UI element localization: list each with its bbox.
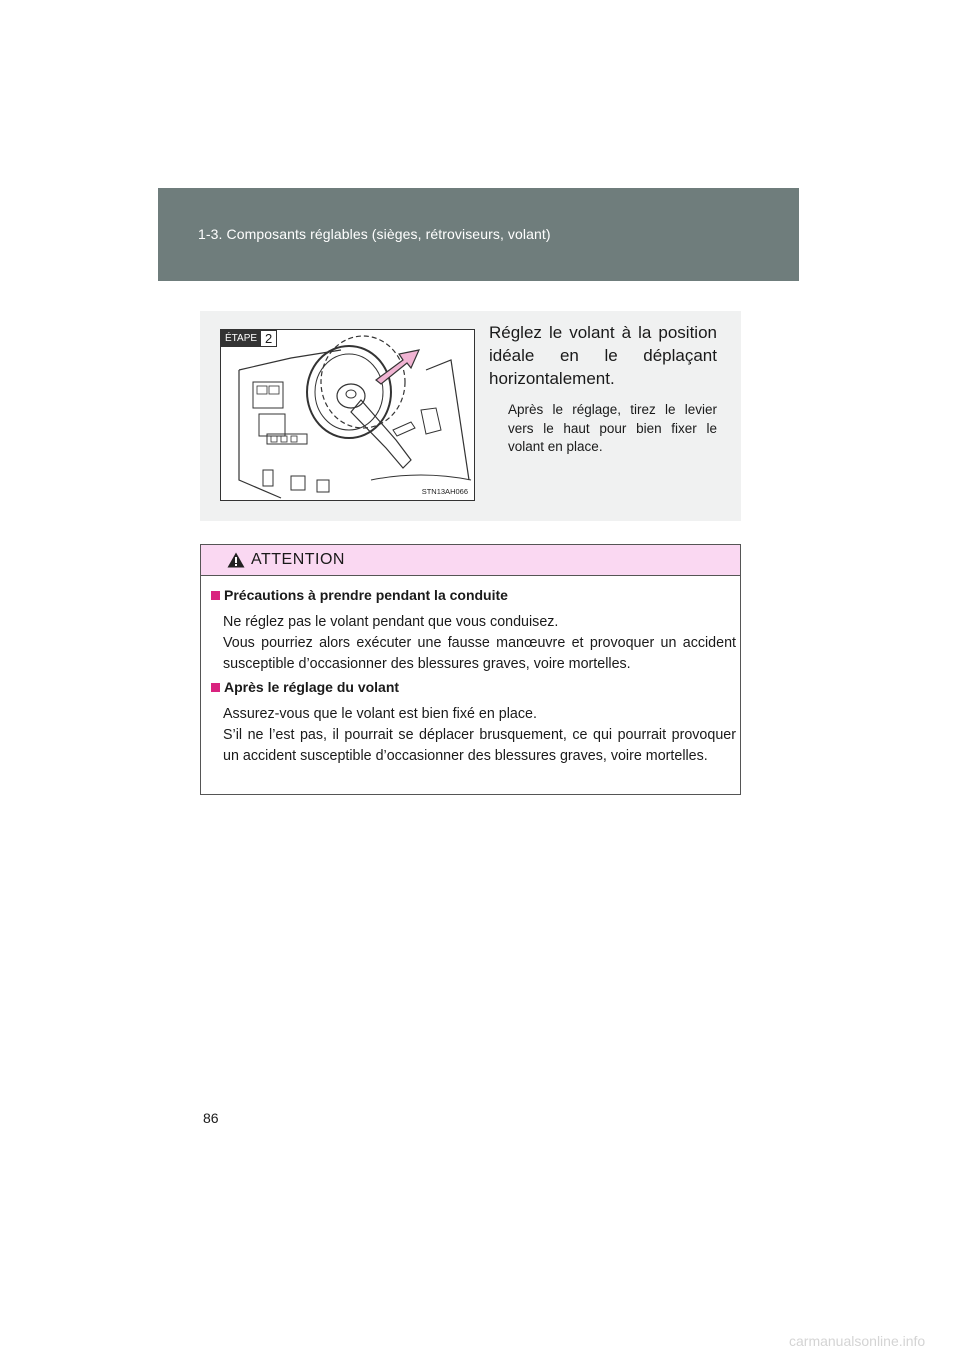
caution-section-heading — [211, 587, 508, 603]
caution-section-text — [223, 612, 736, 675]
paragraph: Assurez-vous que le volant est bien fixé en place. — [223, 706, 537, 722]
step-tag-number: 2 — [261, 330, 277, 347]
caution-box — [200, 544, 741, 795]
section-heading-text: Après le réglage du volant — [224, 679, 400, 695]
section-title: 1-3. Composants réglables (sièges, rétroviseurs, volant) — [198, 226, 551, 242]
steering-wheel-drawing — [221, 330, 475, 501]
caution-header — [201, 545, 740, 576]
warning-triangle-icon — [227, 552, 245, 568]
paragraph: Ne réglez pas le volant pendant que vous conduisez. — [223, 614, 559, 630]
figure-code: STN13AH066 — [421, 487, 468, 496]
page-number: 86 — [203, 1110, 219, 1126]
step-tag-label: ÉTAPE — [221, 330, 261, 347]
step-instruction: Réglez le volant à la position idéale en le déplaçant horizontalement. — [489, 323, 717, 388]
section-heading-text: Précautions à prendre pendant la conduite — [224, 587, 508, 603]
step-note: Après le réglage, tirez le levier vers le haut pour bien fixer le volant en place. — [508, 402, 717, 454]
step-panel — [200, 311, 741, 521]
section-bullet-icon — [211, 683, 220, 692]
section-bullet-icon — [211, 591, 220, 600]
caution-section-text — [223, 704, 736, 767]
step-tag — [221, 330, 277, 347]
caution-title: ATTENTION — [251, 551, 345, 568]
paragraph: S’il ne l’est pas, il pourrait se déplacer brusquement, ce qui pourrait provoquer un accident susceptible d’occasionner des blessures graves, voire mortelles. — [223, 727, 736, 764]
watermark: carmanualsonline.info — [789, 1333, 926, 1349]
caution-section-heading — [211, 679, 399, 695]
steering-wheel-illustration — [220, 329, 475, 501]
section-header-band — [158, 188, 799, 281]
paragraph: Vous pourriez alors exécuter une fausse manœuvre et provoquer un accident susceptible d’occasionner des blessures graves, voire mortelles. — [223, 635, 736, 672]
